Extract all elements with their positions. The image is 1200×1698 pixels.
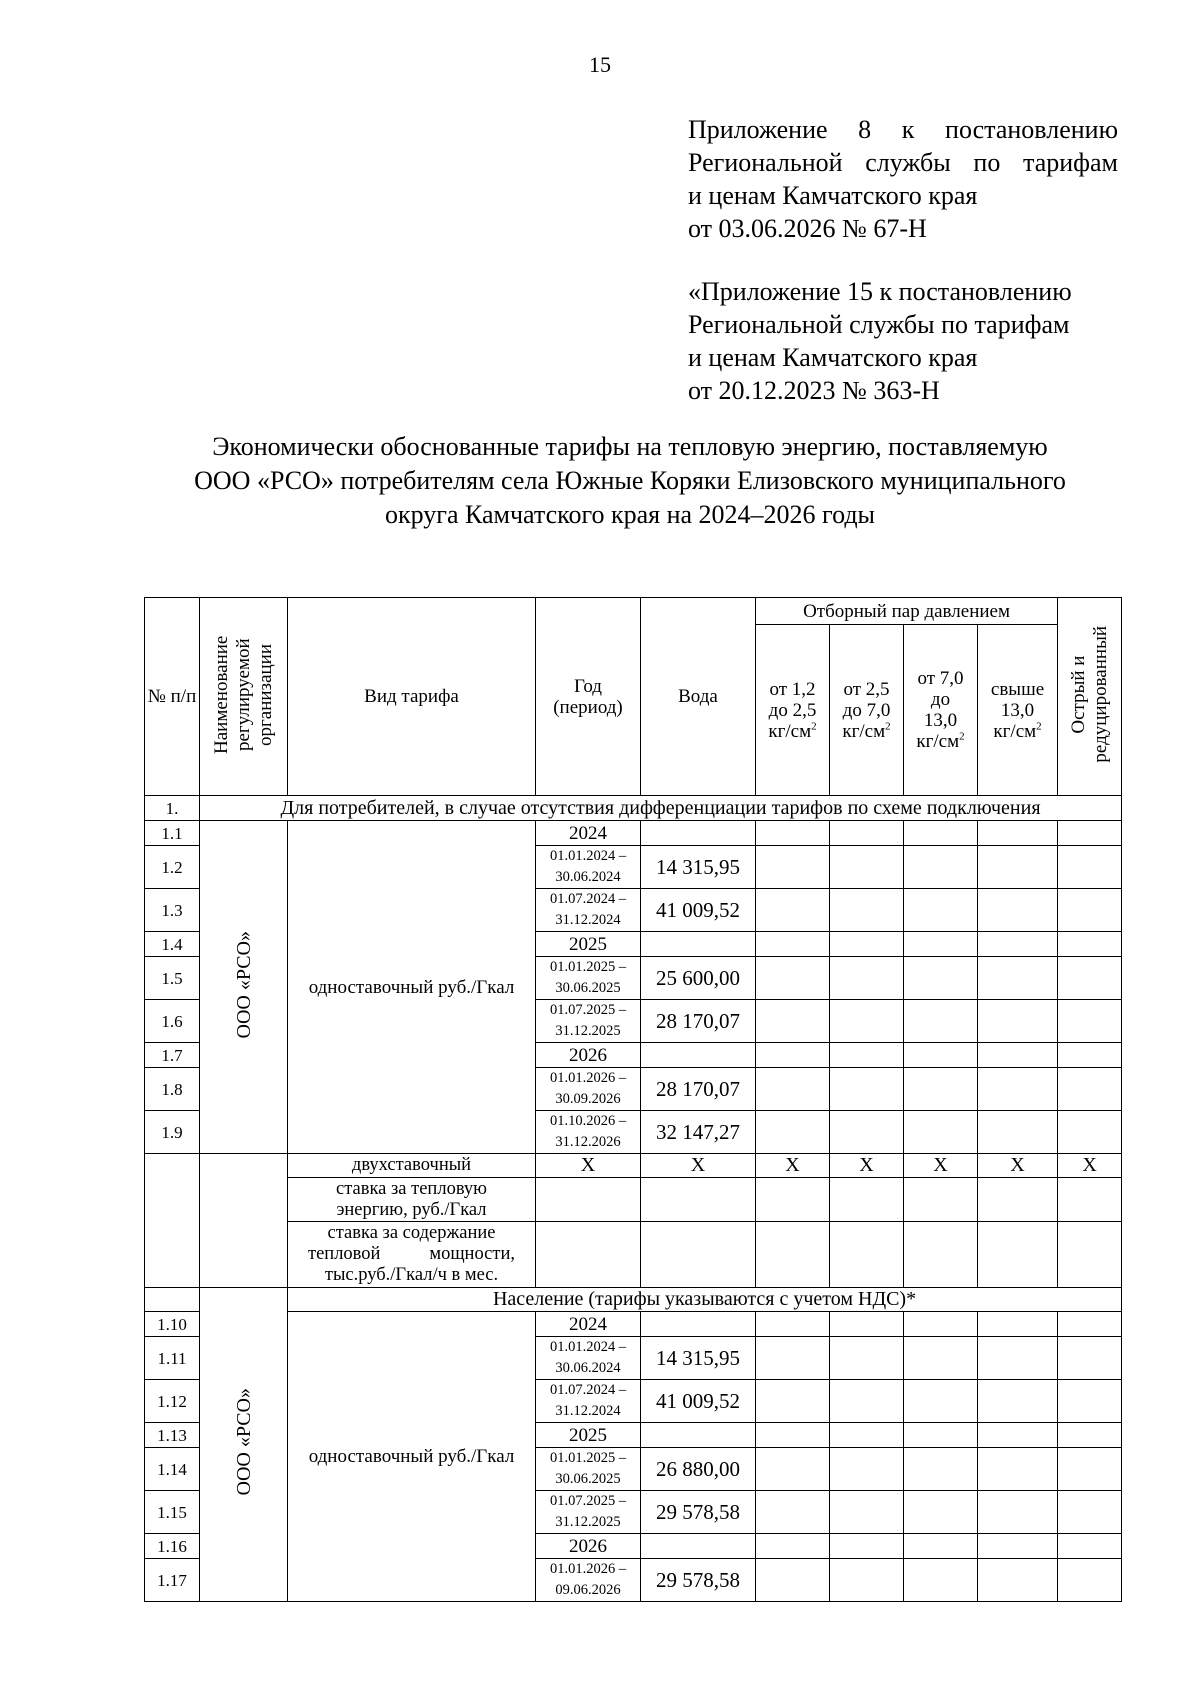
steam-cell: [830, 889, 904, 932]
two-rate-label: двухставочный: [288, 1154, 536, 1178]
period-end: 31.12.2026: [555, 1134, 621, 1150]
steam-1-unit: кг/см: [768, 720, 812, 742]
water-value: 14 315,95: [641, 846, 756, 889]
steam-cell: [978, 1380, 1058, 1423]
period-start: 01.01.2026 –: [549, 1070, 627, 1086]
steam-cell: [756, 889, 830, 932]
appendix-1-line: Приложение 8 к постановлению: [688, 115, 1118, 144]
sharp-cell: [1058, 1337, 1122, 1380]
capacity-rate-label: [288, 1222, 536, 1288]
sharp-cell: [1058, 1068, 1122, 1111]
title-line: Экономически обоснованные тарифы на тепловую энергию, поставляемую: [212, 432, 1048, 461]
table-row: [145, 1312, 1122, 1337]
sharp-cell: [1058, 932, 1122, 957]
empty-cell: [536, 1222, 641, 1288]
empty-cell: [1058, 1222, 1122, 1288]
steam-3-line: 13,0: [923, 710, 958, 731]
steam-cell: [830, 1337, 904, 1380]
year-cell: 2024: [536, 1312, 641, 1337]
steam-cell: [904, 1559, 978, 1602]
empty-cell: [978, 1178, 1058, 1222]
steam-cell: [830, 1448, 904, 1491]
period-end: 31.12.2025: [555, 1514, 621, 1530]
steam-cell: [978, 889, 1058, 932]
capacity-word: тепловой: [308, 1244, 381, 1264]
steam-cell: [978, 957, 1058, 1000]
row-num: 1.12: [145, 1380, 200, 1423]
empty-cell: [756, 1222, 830, 1288]
row-num: 1.6: [145, 1000, 200, 1043]
steam-cell: [904, 957, 978, 1000]
row-num: 1.2: [145, 846, 200, 889]
capacity-word: мощности,: [429, 1244, 515, 1264]
water-value: 29 578,58: [641, 1559, 756, 1602]
steam-cell: [756, 846, 830, 889]
sharp-cell: [1058, 1448, 1122, 1491]
period-cell: [536, 1337, 641, 1380]
appendix-1-line: от 03.06.2026 № 67-Н: [688, 214, 927, 243]
steam-cell: [756, 1000, 830, 1043]
water-cell: [641, 1534, 756, 1559]
steam-cell: [978, 1000, 1058, 1043]
appendix-1-line: и ценам Камчатского края: [688, 181, 978, 210]
steam-cell: [978, 1068, 1058, 1111]
steam-cell: [756, 1337, 830, 1380]
x-mark: X: [756, 1154, 830, 1178]
header-steam-3: [904, 625, 978, 796]
steam-cell: [830, 1491, 904, 1534]
steam-3-sup: 2: [959, 730, 965, 743]
sharp-cell: [1058, 1312, 1122, 1337]
steam-cell: [756, 1312, 830, 1337]
water-value: 26 880,00: [641, 1448, 756, 1491]
period-end: 09.06.2026: [555, 1582, 621, 1598]
period-end: 31.12.2024: [555, 1403, 621, 1419]
appendix-1-line: Региональной службы по тарифам: [688, 148, 1118, 177]
single-rate-cell: одноставочный руб./Гкал: [288, 821, 536, 1154]
header-num: [145, 598, 200, 796]
x-mark: X: [830, 1154, 904, 1178]
header-water: [641, 598, 756, 796]
steam-cell: [756, 1491, 830, 1534]
steam-cell: [904, 1312, 978, 1337]
header-org: [200, 598, 288, 796]
water-cell: [641, 1043, 756, 1068]
section-2-title: Население (тарифы указываются с учетом НДС)*: [288, 1288, 1122, 1312]
steam-cell: [830, 846, 904, 889]
appendix-note-1: [688, 113, 1118, 245]
steam-cell: [756, 1559, 830, 1602]
water-value: 41 009,52: [641, 1380, 756, 1423]
org-cell-2: [200, 1288, 288, 1602]
header-sharp-label: [1068, 626, 1112, 763]
steam-4-line: свыше: [990, 678, 1045, 700]
steam-cell: [978, 1448, 1058, 1491]
steam-cell: [756, 1043, 830, 1068]
table-row: [145, 1154, 1122, 1178]
steam-cell: [830, 1534, 904, 1559]
steam-4-line: 13,0: [1000, 699, 1035, 721]
title-line: округа Камчатского края на 2024–2026 годы: [384, 500, 876, 529]
period-start: 01.10.2026 –: [549, 1113, 627, 1129]
period-start: 01.01.2024 –: [549, 848, 627, 864]
water-cell: [641, 1423, 756, 1448]
steam-cell: [904, 1000, 978, 1043]
steam-cell: [978, 1043, 1058, 1068]
steam-cell: [830, 821, 904, 846]
steam-1-line: от 1,2: [769, 678, 816, 700]
steam-cell: [904, 1534, 978, 1559]
year-cell: 2026: [536, 1043, 641, 1068]
period-start: 01.01.2024 –: [549, 1339, 627, 1355]
steam-1-sup: 2: [811, 720, 817, 733]
steam-cell: [978, 1423, 1058, 1448]
row-num: 1.7: [145, 1043, 200, 1068]
x-mark: X: [978, 1154, 1058, 1178]
empty-cell: [978, 1222, 1058, 1288]
capacity-rate-line: тыс.руб./Гкал/ч в мес.: [324, 1265, 499, 1285]
section-1-title: Для потребителей, в случае отсутствия дифференциации тарифов по схеме подключения: [200, 796, 1122, 821]
steam-cell: [756, 1534, 830, 1559]
period-cell: [536, 957, 641, 1000]
steam-2-line: до 7,0: [842, 699, 891, 721]
period-cell: [536, 1111, 641, 1154]
sharp-cell: [1058, 1423, 1122, 1448]
steam-cell: [904, 1448, 978, 1491]
steam-cell: [904, 1111, 978, 1154]
year-cell: 2025: [536, 932, 641, 957]
empty-cell: [830, 1222, 904, 1288]
water-value: 28 170,07: [641, 1000, 756, 1043]
appendix-2-line: и ценам Камчатского края: [688, 343, 978, 372]
header-sharp: [1058, 598, 1122, 796]
capacity-rate-line: [288, 1244, 535, 1265]
x-mark: X: [904, 1154, 978, 1178]
sharp-cell: [1058, 1559, 1122, 1602]
x-mark: X: [1058, 1154, 1122, 1178]
steam-cell: [978, 1559, 1058, 1602]
steam-2-line: от 2,5: [843, 678, 890, 700]
period-start: 01.07.2025 –: [549, 1493, 627, 1509]
sharp-cell: [1058, 957, 1122, 1000]
header-num-label: № п/п: [147, 686, 197, 707]
year-cell: 2026: [536, 1534, 641, 1559]
header-steam-4: [978, 625, 1058, 796]
section-1-num: 1.: [145, 796, 200, 821]
x-mark: X: [641, 1154, 756, 1178]
steam-cell: [904, 846, 978, 889]
period-cell: [536, 1559, 641, 1602]
steam-cell: [830, 1068, 904, 1111]
document-title: [140, 430, 1120, 532]
empty-cell: [641, 1222, 756, 1288]
row-num: 1.4: [145, 932, 200, 957]
period-end: 31.12.2025: [555, 1023, 621, 1039]
row-num: 1.10: [145, 1312, 200, 1337]
year-cell: 2024: [536, 821, 641, 846]
steam-cell: [978, 1111, 1058, 1154]
period-start: 01.07.2024 –: [549, 1382, 627, 1398]
single-rate-cell-2: одноставочный руб./Гкал: [288, 1312, 536, 1602]
period-start: 01.07.2025 –: [549, 1002, 627, 1018]
steam-cell: [904, 1337, 978, 1380]
period-cell: [536, 1380, 641, 1423]
steam-cell: [830, 957, 904, 1000]
steam-cell: [978, 932, 1058, 957]
period-start: 01.01.2026 –: [549, 1561, 627, 1577]
appendix-2-line: от 20.12.2023 № 363-Н: [688, 376, 940, 405]
period-cell: [536, 1068, 641, 1111]
sharp-cell: [1058, 1534, 1122, 1559]
steam-cell: [830, 1312, 904, 1337]
header-org-label: Наименование регулируемой организации: [210, 634, 276, 754]
steam-cell: [904, 1380, 978, 1423]
steam-cell: [756, 932, 830, 957]
sharp-cell: [1058, 1043, 1122, 1068]
sharp-cell: [1058, 821, 1122, 846]
title-line: ООО «РСО» потребителям села Южные Коряки Елизовского муниципального: [194, 466, 1066, 495]
period-end: 30.09.2026: [555, 1091, 621, 1107]
empty-cell: [641, 1178, 756, 1222]
appendix-2-line: «Приложение 15 к постановлению: [688, 277, 1072, 306]
page-number: 15: [589, 52, 611, 77]
org-name-2: ООО «РСО»: [232, 1388, 255, 1496]
empty-cell: [904, 1178, 978, 1222]
water-value: 29 578,58: [641, 1491, 756, 1534]
energy-rate-line: энергию, руб./Гкал: [336, 1199, 487, 1220]
steam-cell: [904, 821, 978, 846]
period-start: 01.01.2025 –: [549, 959, 627, 975]
steam-cell: [978, 1312, 1058, 1337]
period-start: 01.01.2025 –: [549, 1450, 627, 1466]
steam-cell: [830, 1000, 904, 1043]
steam-cell: [978, 1337, 1058, 1380]
row-num-empty: [145, 1154, 200, 1288]
water-value: 14 315,95: [641, 1337, 756, 1380]
appendix-note-2: [688, 275, 1118, 407]
year-cell: 2025: [536, 1423, 641, 1448]
steam-cell: [756, 957, 830, 1000]
sharp-cell: [1058, 1111, 1122, 1154]
header-period-label: Год (период): [553, 675, 623, 718]
table-row: [145, 1222, 1122, 1288]
header-sharp-line-1: Острый и: [1067, 654, 1089, 734]
steam-cell: [830, 1111, 904, 1154]
sharp-cell: [1058, 1491, 1122, 1534]
period-end: 30.06.2024: [555, 1360, 621, 1376]
steam-cell: [830, 1423, 904, 1448]
sharp-cell: [1058, 846, 1122, 889]
period-cell: [536, 889, 641, 932]
energy-rate-line: ставка за тепловую: [335, 1178, 487, 1199]
period-cell: [536, 1448, 641, 1491]
row-num: 1.8: [145, 1068, 200, 1111]
steam-cell: [830, 1559, 904, 1602]
period-cell: [536, 1491, 641, 1534]
table-row: [145, 1178, 1122, 1222]
steam-4-unit: кг/см: [993, 720, 1037, 742]
water-value: 28 170,07: [641, 1068, 756, 1111]
steam-cell: [904, 889, 978, 932]
steam-cell: [756, 1068, 830, 1111]
steam-cell: [904, 1491, 978, 1534]
row-num: 1.11: [145, 1337, 200, 1380]
steam-3-line: до: [930, 689, 951, 710]
section-2-num-empty: [145, 1288, 200, 1312]
header-sharp-line-2: редуцированный: [1089, 625, 1111, 763]
steam-cell: [756, 1380, 830, 1423]
row-num: 1.14: [145, 1448, 200, 1491]
steam-cell: [978, 1491, 1058, 1534]
tariff-table: [144, 597, 1122, 1602]
empty-cell: [1058, 1178, 1122, 1222]
capacity-rate-line: ставка за содержание: [327, 1223, 496, 1243]
x-mark: X: [536, 1154, 641, 1178]
header-period: [536, 598, 641, 796]
org-name: ООО «РСО»: [232, 930, 255, 1039]
sharp-cell: [1058, 1000, 1122, 1043]
water-value: 32 147,27: [641, 1111, 756, 1154]
row-num: 1.16: [145, 1534, 200, 1559]
steam-2-sup: 2: [885, 720, 891, 733]
period-end: 30.06.2025: [555, 980, 621, 996]
empty-cell: [536, 1178, 641, 1222]
steam-cell: [756, 1423, 830, 1448]
row-num: 1.9: [145, 1111, 200, 1154]
row-num: 1.13: [145, 1423, 200, 1448]
steam-cell: [904, 1068, 978, 1111]
row-num: 1.1: [145, 821, 200, 846]
header-steam-2: [830, 625, 904, 796]
org-cell: [200, 821, 288, 1154]
appendix-2-line: Региональной службы по тарифам: [688, 310, 1070, 339]
header-water-label: Вода: [678, 686, 718, 707]
water-value: 41 009,52: [641, 889, 756, 932]
period-cell: [536, 1000, 641, 1043]
steam-cell: [830, 932, 904, 957]
table-row: [145, 821, 1122, 846]
row-num: 1.15: [145, 1491, 200, 1534]
energy-rate-label: [288, 1178, 536, 1222]
period-end: 30.06.2024: [555, 869, 621, 885]
steam-cell: [978, 821, 1058, 846]
period-cell: [536, 846, 641, 889]
steam-cell: [904, 932, 978, 957]
empty-cell: [904, 1222, 978, 1288]
empty-cell: [756, 1178, 830, 1222]
period-end: 30.06.2025: [555, 1471, 621, 1487]
steam-cell: [830, 1043, 904, 1068]
steam-cell: [978, 1534, 1058, 1559]
water-cell: [641, 1312, 756, 1337]
steam-cell: [756, 1111, 830, 1154]
water-cell: [641, 932, 756, 957]
row-num: 1.3: [145, 889, 200, 932]
period-end: 31.12.2024: [555, 912, 621, 928]
sharp-cell: [1058, 889, 1122, 932]
header-kind-label: Вид тарифа: [364, 686, 459, 707]
org-cell-empty: [200, 1154, 288, 1288]
row-num: 1.17: [145, 1559, 200, 1602]
steam-cell: [756, 1448, 830, 1491]
water-cell: [641, 821, 756, 846]
steam-4-sup: 2: [1036, 720, 1042, 733]
steam-cell: [904, 1423, 978, 1448]
water-value: 25 600,00: [641, 957, 756, 1000]
steam-cell: [756, 821, 830, 846]
steam-3-unit: кг/см: [916, 731, 960, 752]
sharp-cell: [1058, 1380, 1122, 1423]
steam-1-line: до 2,5: [768, 699, 817, 721]
row-num: 1.5: [145, 957, 200, 1000]
empty-cell: [830, 1178, 904, 1222]
header-kind: [288, 598, 536, 796]
steam-3-line: от 7,0: [917, 668, 964, 689]
header-steam-1: [756, 625, 830, 796]
steam-cell: [830, 1380, 904, 1423]
header-steam-group: Отборный пар давлением: [756, 598, 1058, 625]
steam-2-unit: кг/см: [842, 720, 886, 742]
period-start: 01.07.2024 –: [549, 891, 627, 907]
steam-cell: [904, 1043, 978, 1068]
steam-cell: [978, 846, 1058, 889]
